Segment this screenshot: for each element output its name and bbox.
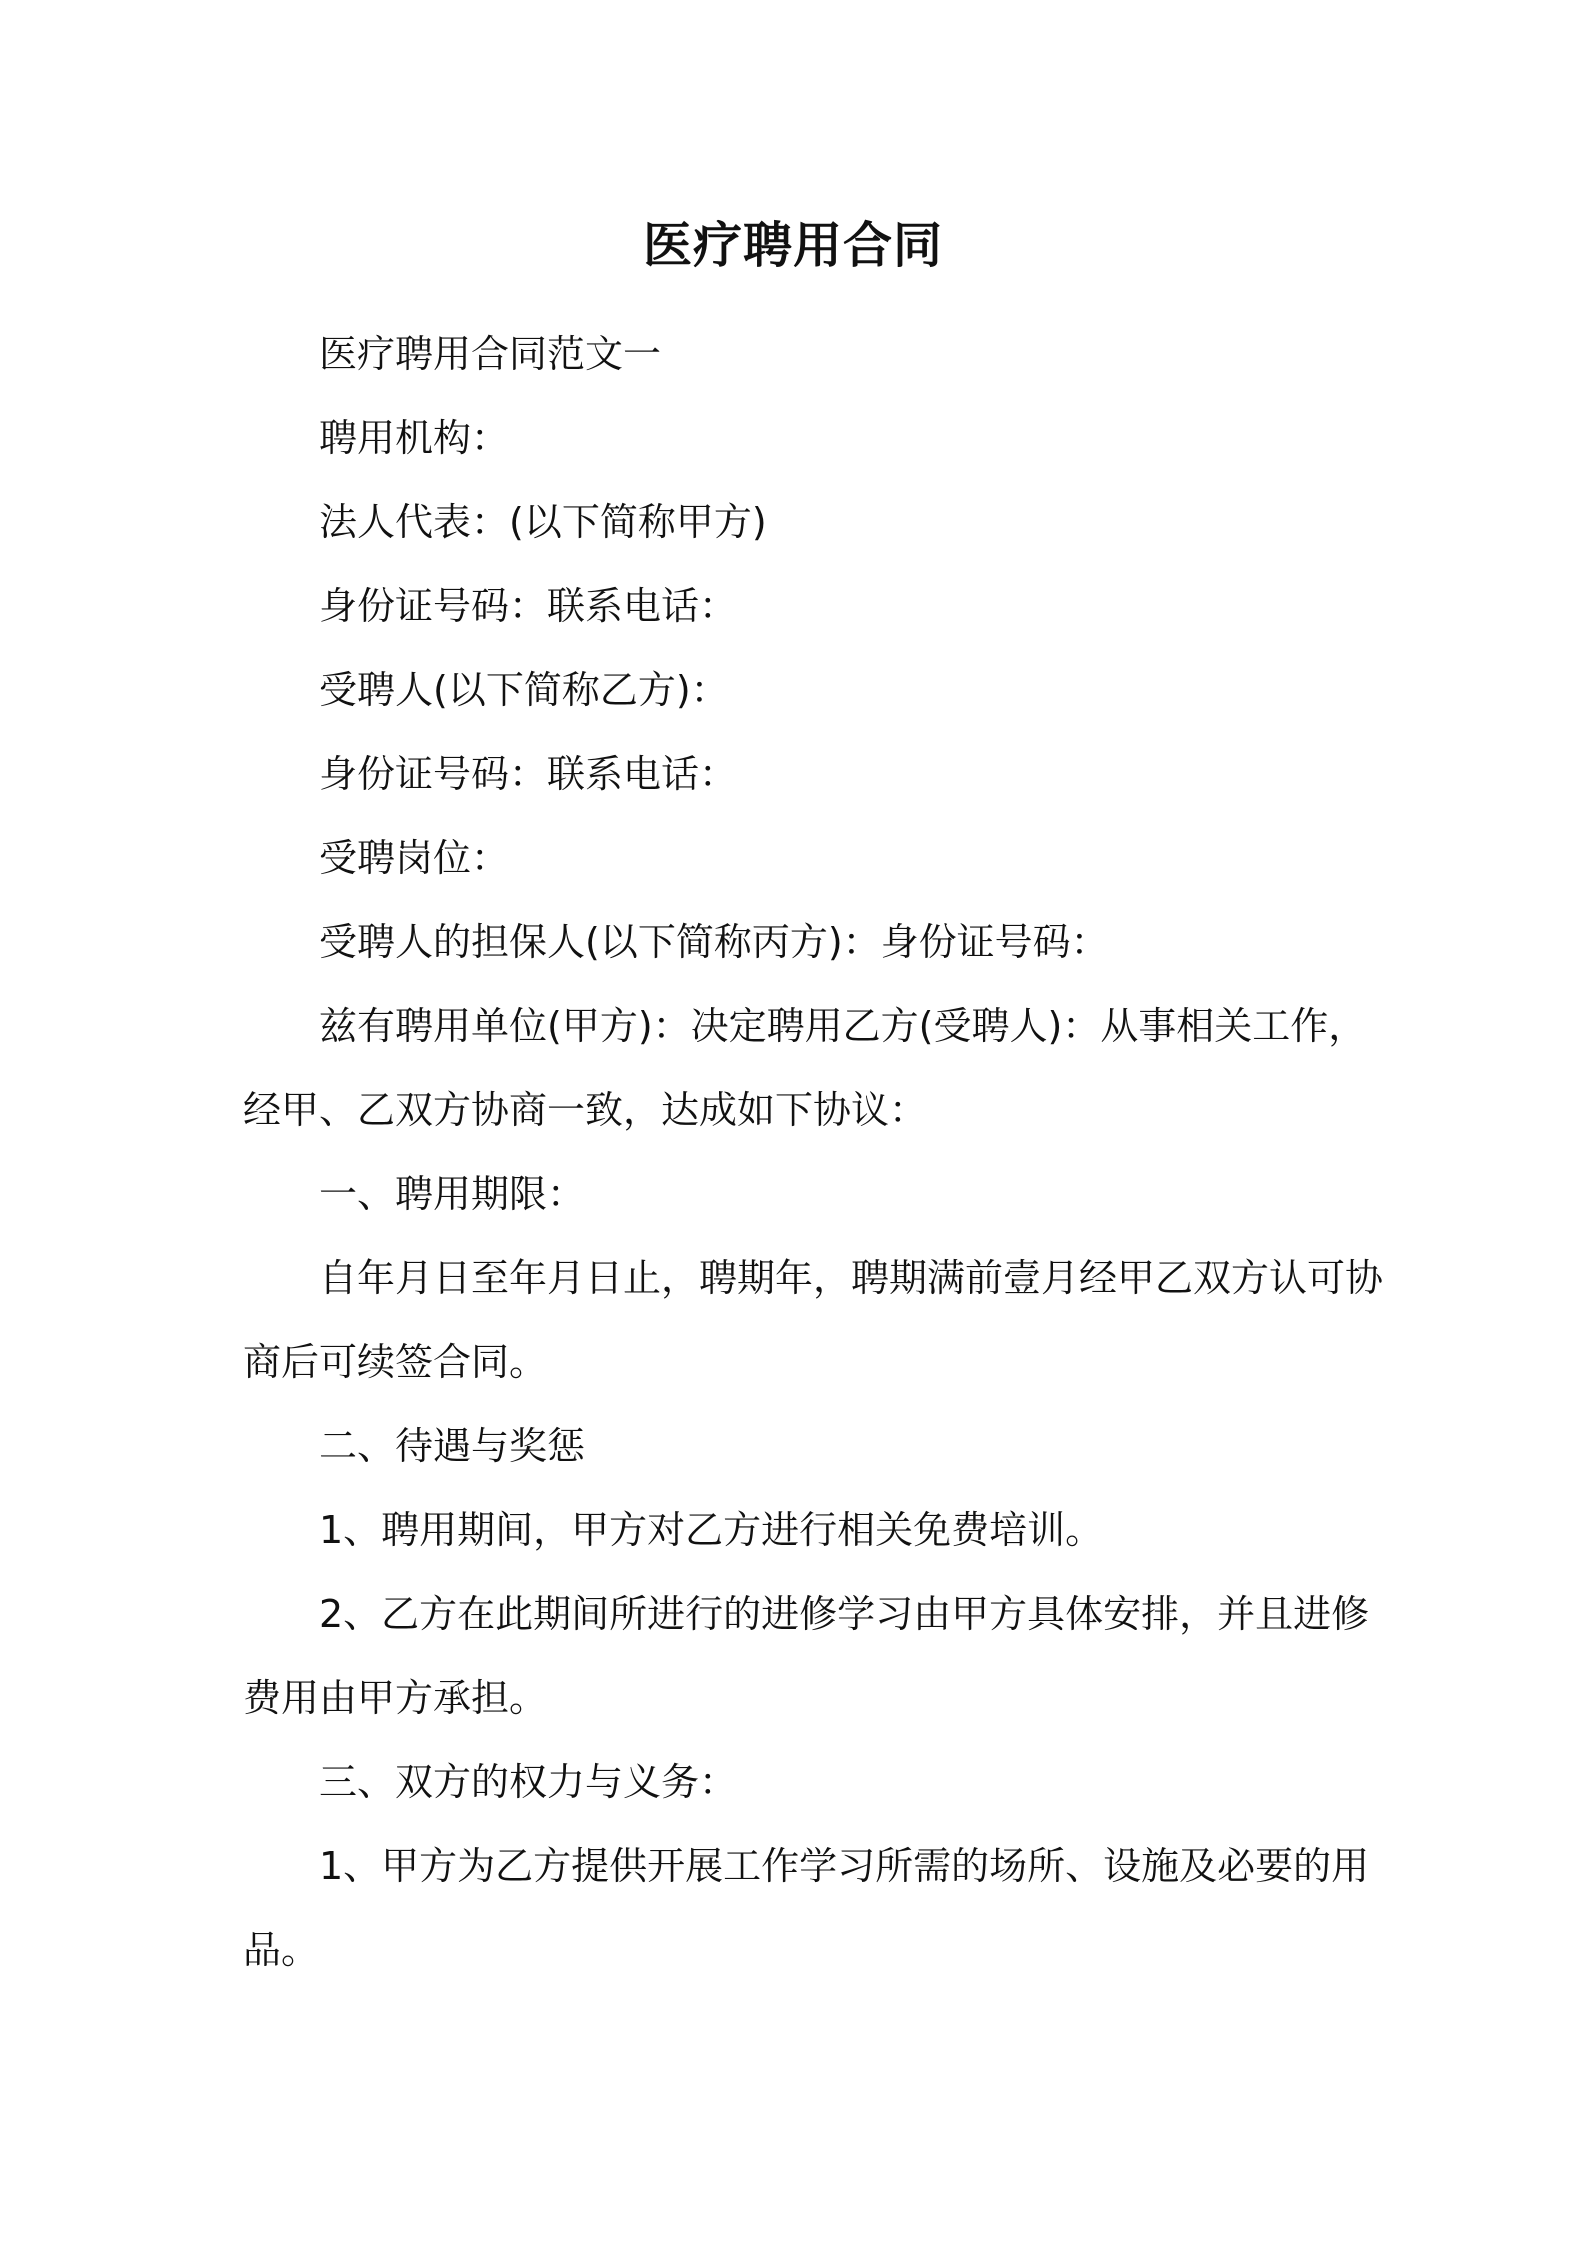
paragraph-line: 三、双方的权力与义务： [319,1760,738,1804]
paragraph-line: 商后可续签合同。 [243,1340,548,1384]
section-heading-benefits [243,1420,585,1472]
subtitle-line [243,328,661,380]
benefits-item-1 [243,1504,1103,1556]
section-heading-term [243,1168,585,1220]
paragraph-line: 经甲、乙双方协商一致，达成如下协议： [243,1088,928,1132]
paragraph-line: 一、聘用期限： [319,1172,586,1216]
rights-item-1 [243,1840,1369,1976]
paragraph-line: 身份证号码：联系电话： [319,752,738,796]
paragraph-line: 兹有聘用单位(甲方)：决定聘用乙方(受聘人)：从事相关工作， [319,1004,1367,1048]
paragraph-line: 费用由甲方承担。 [243,1676,548,1720]
guarantor-field [243,916,1109,968]
paragraph-line: 1、甲方为乙方提供开展工作学习所需的场所、设施及必要的用 [319,1844,1370,1888]
paragraph-line: 医疗聘用合同范文一 [319,332,662,376]
party-b-id-field [243,748,737,800]
term-paragraph [243,1252,1383,1388]
paragraph-line: 1、聘用期间，甲方对乙方进行相关免费培训。 [319,1508,1104,1552]
legal-rep-field [243,496,767,548]
paragraph-line: 法人代表：(以下简称甲方) [319,500,767,544]
paragraph-line: 二、待遇与奖惩 [319,1424,586,1468]
paragraph-line: 受聘岗位： [319,836,510,880]
position-field [243,832,509,884]
paragraph-line: 2、乙方在此期间所进行的进修学习由甲方具体安排，并且进修 [319,1592,1370,1636]
benefits-item-2 [243,1588,1369,1724]
section-heading-rights [243,1756,737,1808]
paragraph-line: 身份证号码：联系电话： [319,584,738,628]
paragraph-line: 品。 [243,1928,320,1972]
paragraph-line: 聘用机构： [319,416,510,460]
employer-field [243,412,509,464]
preamble-paragraph [243,1000,1366,1136]
paragraph-line: 受聘人的担保人(以下简称丙方)：身份证号码： [319,920,1109,964]
party-a-id-field [243,580,737,632]
paragraph-line: 受聘人(以下简称乙方)： [319,668,729,712]
document-title: 医疗聘用合同 [642,217,943,274]
employee-field [243,664,729,716]
paragraph-line: 自年月日至年月日止，聘期年，聘期满前壹月经甲乙双方认可协 [319,1256,1384,1300]
